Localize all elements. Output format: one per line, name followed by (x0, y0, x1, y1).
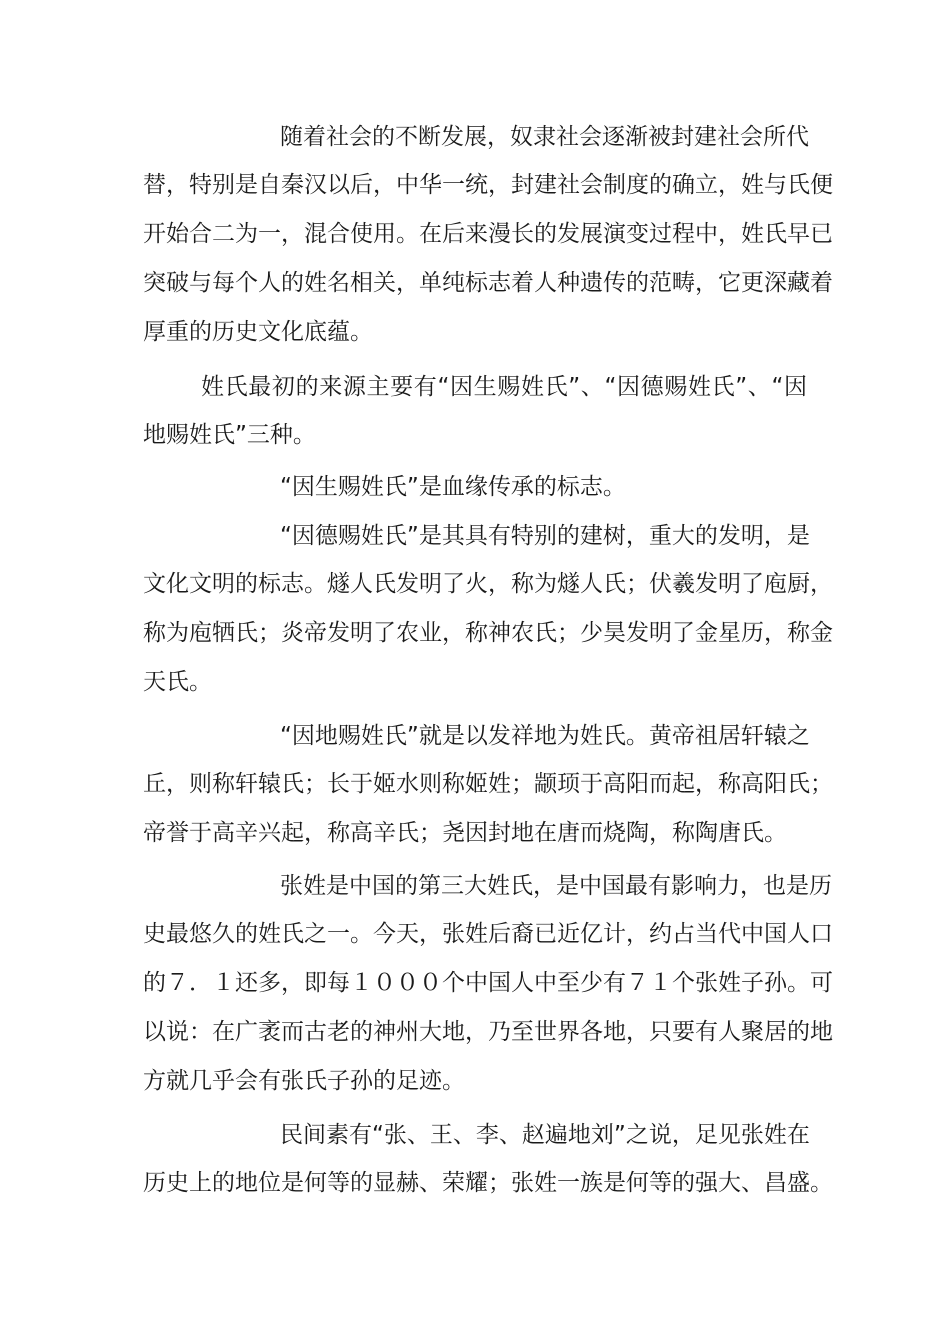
paragraph-3-line-1: “因生赐姓氏”是血缘传承的标志。 (280, 474, 626, 500)
paragraph-1-line-2: 替，特别是自秦汉以后，中华一统，封建社会制度的确立，姓与氏便 (143, 172, 833, 198)
paragraph-1-line-4: 突破与每个人的姓名相关，单纯标志着人种遗传的范畴，它更深藏着 (143, 270, 833, 296)
paragraph-4-line-3: 称为庖牺氏；炎帝发明了农业，称神农氏；少昊发明了金星历，称金 (143, 620, 833, 646)
paragraph-6-line-1: 张姓是中国的第三大姓氏，是中国最有影响力，也是历 (280, 873, 832, 899)
paragraph-7-line-1: 民间素有“张、王、李、赵遍地刘”之说，足见张姓在 (280, 1122, 810, 1148)
paragraph-6-line-5: 方就几乎会有张氏子孙的足迹。 (143, 1068, 465, 1094)
paragraph-5-line-2: 丘，则称轩辕氏；长于姬水则称姬姓；颛顼于高阳而起，称高阳氏； (143, 771, 833, 797)
paragraph-4-line-4: 天氏。 (143, 669, 212, 695)
paragraph-1-line-1: 随着社会的不断发展，奴隶社会逐渐被封建社会所代 (280, 124, 809, 150)
paragraph-2-line-2: 地赐姓氏”三种。 (143, 422, 316, 448)
paragraph-1-line-3: 开始合二为一，混合使用。在后来漫长的发展演变过程中，姓氏早已 (143, 221, 833, 247)
paragraph-2-line-1: 姓氏最初的来源主要有“因生赐姓氏”、“因德赐姓氏”、“因 (201, 374, 807, 400)
paragraph-6-line-4: 以说：在广袤而古老的神州大地，乃至世界各地，只要有人聚居的地 (143, 1019, 833, 1045)
paragraph-4-line-1: “因德赐姓氏”是其具有特别的建树，重大的发明，是 (280, 523, 810, 549)
paragraph-6-line-2: 史最悠久的姓氏之一。今天，张姓后裔已近亿计，约占当代中国人口 (143, 921, 833, 947)
paragraph-1-line-5: 厚重的历史文化底蕴。 (143, 319, 373, 345)
paragraph-4-line-2: 文化文明的标志。燧人氏发明了火，称为燧人氏；伏羲发明了庖厨， (143, 571, 833, 597)
paragraph-5-line-3: 帝誉于高辛兴起，称高辛氏；尧因封地在唐而烧陶，称陶唐氏。 (143, 820, 787, 846)
paragraph-7-line-2: 历史上的地位是何等的显赫、荣耀；张姓一族是何等的强大、昌盛。 (143, 1170, 833, 1196)
paragraph-5-line-1: “因地赐姓氏”就是以发祥地为姓氏。黄帝祖居轩辕之 (280, 723, 810, 749)
paragraph-6-line-3: 的７．１还多，即每１０００个中国人中至少有７１个张姓子孙。可 (143, 970, 833, 996)
